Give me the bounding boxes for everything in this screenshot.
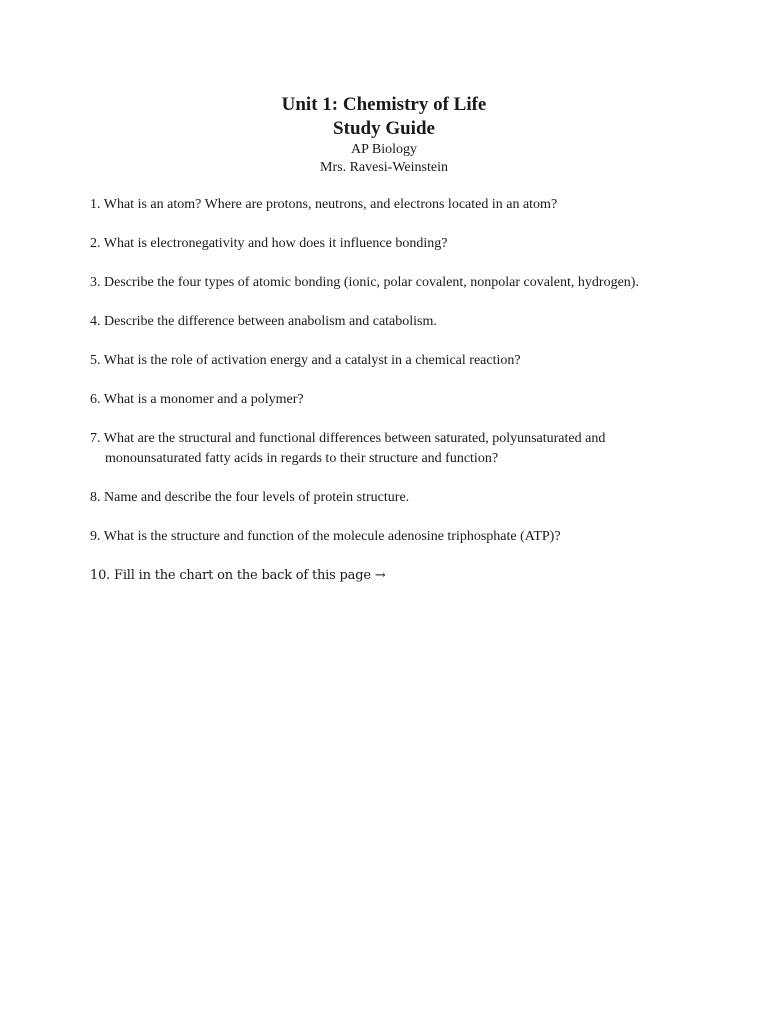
document-subtitle: Study Guide (333, 118, 435, 139)
question-item: 1. What is an atom? Where are protons, neutrons, and electrons located in an atom? (90, 197, 558, 212)
question-item: 5. What is the role of activation energy and a catalyst in a chemical reaction? (90, 353, 521, 368)
course-name: AP Biology (351, 142, 417, 157)
question-item: 8. Name and describe the four levels of protein structure. (90, 490, 410, 505)
question-list (90, 195, 680, 605)
document-header (0, 93, 768, 177)
document-title: Unit 1: Chemistry of Life (281, 94, 487, 115)
question-item: 6. What is a monomer and a polymer? (90, 392, 304, 407)
question-item: 2. What is electronegativity and how does it influence bonding? (90, 236, 448, 251)
question-item: 4. Describe the difference between anabolism and catabolism. (90, 314, 437, 329)
teacher-name: Mrs. Ravesi-Weinstein (320, 160, 448, 175)
question-item: 7. What are the structural and functional differences between saturated, polyunsaturated and monounsaturated fatty acids in regards to their structure and function? (90, 431, 606, 466)
question-item: 9. What is the structure and function of the molecule adenosine triphosphate (ATP)? (90, 529, 561, 544)
question-item: 3. Describe the four types of atomic bonding (ionic, polar covalent, nonpolar covalent, hydrogen). (90, 275, 639, 290)
question-item: 10. Fill in the chart on the back of this page → (90, 568, 386, 583)
